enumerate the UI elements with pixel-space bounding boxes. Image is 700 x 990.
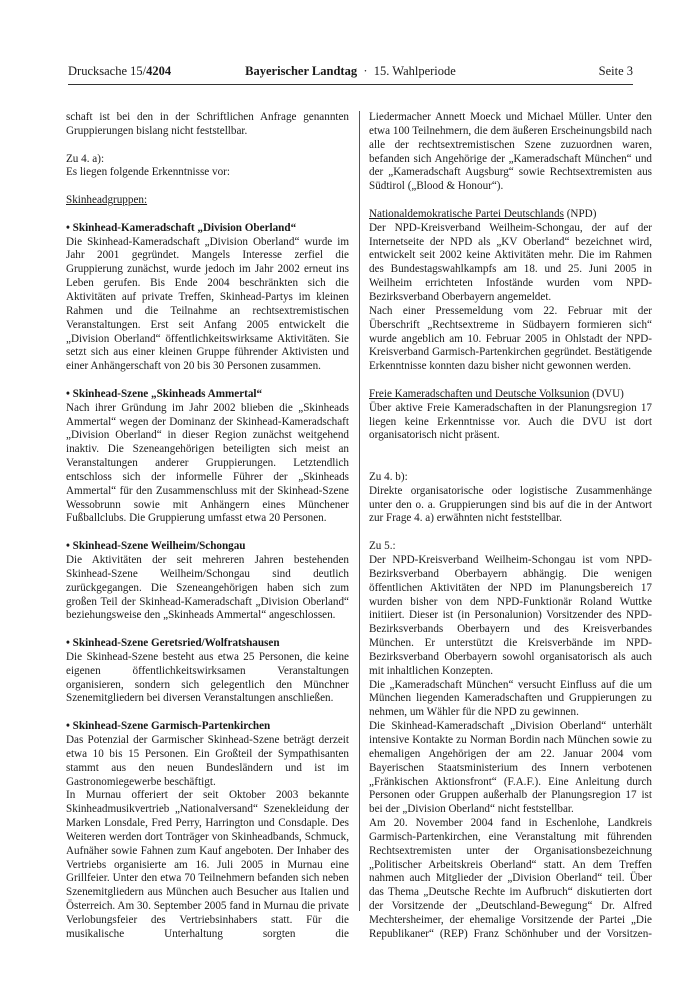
paragraph: Nach einer Pressemeldung vom 22. Februar mit der Überschrift „Rechtsextreme in Südbayern formieren sich“ wurde angeblich am 10. Februar 2005 in Ohlstadt der NPD-Kreisverband Garmisch-Partenkirchen gegründet. Bestätigende Erkenntnisse konnten dazu bisher nicht gewonnen werden. <box>369 304 652 373</box>
page-header <box>68 64 633 82</box>
paragraph: Die Skinhead-Kameradschaft „Division Oberland“ unterhält intensive Kontakte zu Norman Bordin nach München sowie zu ehemaligen Angehörigen der am 22. Januar 2004 vom Bayerischen Staatsministerium des Innern verbotenen „Fränkischen Aktionsfront“ (F.A.F.). Eine Anleitung durch Personen oder Gruppen außerhalb der Planungsregion 17 ist bei der „Division Oberland“ nicht feststellbar. <box>369 720 652 816</box>
paragraph: Der NPD-Kreisverband Weilheim-Schongau, der auf der Internetseite der NPD als „KV Oberland“ bezeichnet wird, entwickelt seit 2002 keine Aktivitäten mehr. Die im Rahmen des Bundestagswahlkampfs am 18. und 25. Juni 2005 in Weilheim errichteten Infostände wurden vom NPD-Bezirksverband Oberbayern angemeldet. <box>369 221 652 303</box>
group-heading: • Skinhead-Kameradschaft „Division Oberland“ <box>66 221 297 234</box>
group-heading: • Skinhead-Szene Geretsried/Wolfratshausen <box>66 637 280 650</box>
paragraph: Nach ihrer Gründung im Jahr 2002 blieben die „Skinheads Ammertal“ wegen der Dominanz der Skinhead-Kameradschaft „Division Oberland“ in dieser Region zunächst weitgehend inaktiv. Die Szeneangehörigen beteiligten sich meist an Veranstaltungen anderer Gruppierungen. Letztendlich entschloss sich der informelle Führer der „Skinheads Ammertal“ für den Zusammenschluss mit der Skinhead-Szene Wessobrunn sowie mit Anhängern eines Münchener Fußballclubs. Die Gruppierung umfasst etwa 20 Personen. <box>66 401 349 525</box>
paragraph: Der NPD-Kreisverband Weilheim-Schongau ist vom NPD-Bezirksverband Oberbayern abhängig. Die wenigen öffentlichen Aktivitäten der NPD im Planungsbereich 17 wurden bisher von dem NPD-Funktionär Roland Wuttke initiiert. Dieser ist (in Personalunion) Vorsitzender des NPD-Bezirksverbands Oberbayern und des Kreisverbandes München. Er unterstützt die Kreisverbände im NPD-Bezirksverband Oberbayern sowohl organisatorisch als auch mit inhaltlichen Konzepten. <box>369 554 652 677</box>
page-number: Seite 3 <box>598 64 633 78</box>
paragraph: Die „Kameradschaft München“ versucht Einfluss auf die um München liegenden Kameradschaften und Gruppierungen zu nehmen, um Wähler für die NPD zu gewinnen. <box>369 678 652 719</box>
paragraph: Über aktive Freie Kameradschaften in der Planungsregion 17 liegen keine Erkenntnisse vor. Auch die DVU ist dort organisatorisch nicht präsent. <box>369 401 652 442</box>
section-heading: Skinheadgruppen: <box>66 194 148 207</box>
section-label: Zu 4. b): <box>369 470 408 483</box>
column-divider <box>359 111 360 911</box>
section-heading: Freie Kameradschaften und Deutsche Volksunion (DVU) <box>369 387 624 400</box>
section-label: Zu 5.: <box>369 540 396 553</box>
paragraph: In Murnau offeriert der seit Oktober 2003 bekannte Skinheadmusikvertrieb „Nationalversand“ Szenekleidung der Marken Lonsdale, Fred Perry, Harrington und Consdaple. Des Weiteren werden dort Tonträger von Skinheadbands, Schmuck, Aufnäher sowie Fahnen zum Kauf angeboten. Der Inhaber des Vertriebs organisierte am 16. Juli 2005 in Murnau eine Grillfeier. Unter den etwa 70 Teilnehmern befanden sich neben Szenemitgliedern aus München auch Besucher aus Italien und Österreich. Am 30. September 2005 fand in Murnau die private Verlobungsfeier des Vertriebsinhabers statt. Für die musikalische Unterhaltung sorgten die <box>66 789 349 940</box>
paragraph: Am 20. November 2004 fand in Eschenlohe, Landkreis Garmisch-Partenkirchen, eine Veranstaltung mit führenden Rechtsextremisten unter der Organisationsbezeichnung „Politischer Arbeitskreis Oberland“ statt. An dem Treffen nahmen auch Mitglieder der „Division Oberland“ teil. Über das Thema „Deutsche Rechte im Aufbruch“ diskutierten dort der Vorsitzende der „Deutschland-Bewegung“ Dr. Alfred Mechtersheimer, der ehemalige Vorsitzende der Partei „Die Republikaner“ (REP) Franz Schönhuber und der Vorsitzen- <box>369 817 652 940</box>
section-heading: Nationaldemokratische Partei Deutschlands (NPD) <box>369 207 597 220</box>
group-heading: • Skinhead-Szene Garmisch-Partenkirchen <box>66 720 271 733</box>
paragraph: Liedermacher Annett Moeck und Michael Müller. Unter den etwa 100 Teilnehmern, die dem äußeren Erscheinungsbild nach alle der rechtsextremistischen Szene zuzuordnen waren, befanden sich Angehörige der „Kameradschaft München“ und der „Kameradschaft Augsburg“ sowie Rechtsextremisten aus Südtirol („Blood & Honour“). <box>369 111 652 193</box>
paragraph: Die Skinhead-Kameradschaft „Division Oberland“ wurde im Jahr 2001 gegründet. Mangels Interesse zerfiel die Gruppierung zunächst, wurde jedoch im Jahr 2002 erneut ins Leben gerufen. Bis Ende 2004 beschränkten sich die Aktivitäten auf private Treffen, Skinhead-Partys im kleinen Rahmen und die Teilnahme an rechtsextremistischen Veranstaltungen. Erst seit Anfang 2005 entwickelt die „Division Oberland“ öffentlichkeitswirksame Aktivitäten. Sie setzt sich aus einer kleinen Gruppe führender Aktivisten und einer Anhängerschaft von 20 bis 30 Personen zusammen. <box>66 235 349 373</box>
paragraph: Direkte organisatorische oder logistische Zusammenhänge unter den o. a. Gruppierungen sind bis auf die in der Antwort zur Frage 4. a) erwähnten nicht feststellbar. <box>369 484 652 525</box>
group-heading: • Skinhead-Szene „Skinheads Ammertal“ <box>66 387 263 400</box>
parliament-title: Bayerischer Landtag · 15. Wahlperiode <box>245 64 456 78</box>
paragraph: schaft ist bei den in der Schriftlichen Anfrage genannten Gruppierungen bislang nicht feststellbar. <box>66 111 349 137</box>
paragraph: Es liegen folgende Erkenntnisse vor: <box>66 166 230 179</box>
section-label: Zu 4. a): <box>66 152 105 165</box>
document-number: Drucksache 15/4204 <box>68 64 172 78</box>
paragraph: Die Skinhead-Szene besteht aus etwa 25 Personen, die keine eigenen öffentlichkeitswirksamen Veranstaltungen organisieren, sondern sich gelegentlich den Münchner Szenemitgliedern bei diversen Veranstaltungen anschließen. <box>66 650 349 705</box>
header-rule <box>68 84 633 85</box>
left-column <box>66 111 349 942</box>
group-heading: • Skinhead-Szene Weilheim/Schongau <box>66 540 246 553</box>
paragraph: Die Aktivitäten der seit mehreren Jahren bestehenden Skinhead-Szene Weilheim/Schongau sind deutlich zurückgegangen. Die Szeneangehörigen haben sich zum großen Teil der Skinhead-Kameradschaft „Division Oberland“ beziehungsweise den „Skinheads Ammertal“ angeschlossen. <box>66 554 349 622</box>
right-column <box>369 111 652 942</box>
paragraph: Das Potenzial der Garmischer Skinhead-Szene beträgt derzeit etwa 10 bis 15 Personen. Ein Großteil der Sympathisanten stammt aus den neuen Bundesländern und ist im Gastronomiegewerbe beschäftigt. <box>66 733 349 788</box>
